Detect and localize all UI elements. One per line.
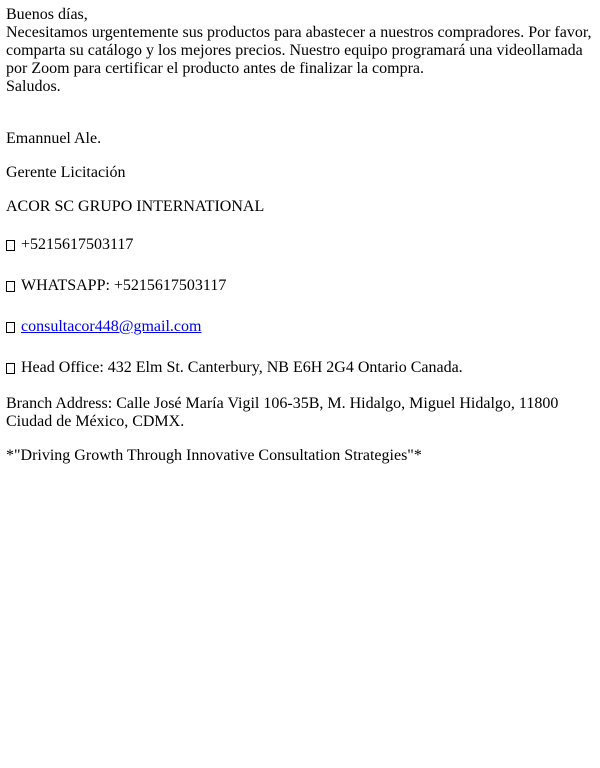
sender-title: Gerente Licitación (6, 164, 126, 181)
head-office-line (6, 359, 596, 377)
phone-line (6, 236, 596, 254)
message-paragraph: Necesitamos urgentemente sus productos para abastecer a nuestros compradores. Por favor, comparta su catálogo y los mejores precios. Nuestro equipo programará una videollamada por Zoom para certificar el producto antes de finalizar la compra. (6, 24, 592, 77)
closing: Saludos. (6, 78, 61, 95)
whatsapp-number: WHATSAPP: +5215617503117 (21, 277, 227, 294)
whatsapp-line (6, 277, 596, 295)
email-icon (6, 322, 15, 333)
sender-company: ACOR SC GRUPO INTERNATIONAL (6, 198, 265, 215)
whatsapp-icon (6, 281, 15, 292)
head-office-address: Head Office: 432 Elm St. Canterbury, NB E6H 2G4 Ontario Canada. (21, 359, 463, 376)
branch-address: Branch Address: Calle José María Vigil 106-35B, M. Hidalgo, Miguel Hidalgo, 11800 Ciudad de México, CDMX. (6, 395, 559, 430)
email-link[interactable]: consultacor448@gmail.com (21, 318, 202, 335)
location-icon (6, 363, 15, 374)
message-body (6, 6, 596, 96)
tagline: *"Driving Growth Through Innovative Consultation Strategies"* (6, 447, 422, 464)
sender-name: Emannuel Ale. (6, 130, 102, 147)
signature (6, 130, 596, 465)
email-line (6, 318, 596, 336)
greeting: Buenos días, (6, 6, 88, 23)
phone-number: +5215617503117 (21, 236, 134, 253)
phone-icon (6, 240, 15, 251)
